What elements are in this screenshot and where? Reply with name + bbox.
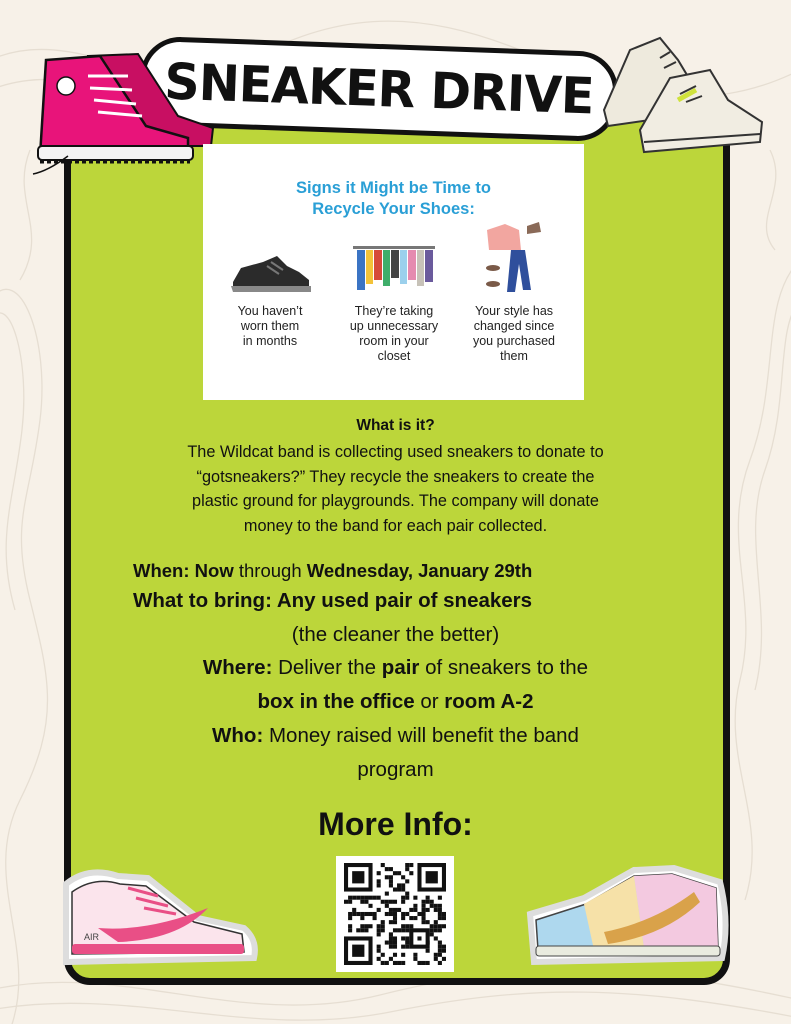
sign-item-taking-room — [335, 234, 453, 364]
pastel-dunk-sneaker-icon — [524, 862, 732, 970]
where-text-2: of sneakers to the — [419, 656, 589, 679]
more-info-heading: More Info: — [318, 806, 473, 842]
qr-code-icon — [344, 863, 446, 965]
who-label: Who: — [212, 724, 264, 747]
cleaner-note: (the cleaner the better) — [291, 623, 500, 646]
where-or: or — [414, 690, 445, 713]
what-to-bring-line: What to bring: Any used pair of sneakers — [133, 589, 533, 612]
sign-item-style-changed — [455, 234, 573, 364]
where-text-1: Deliver the — [272, 656, 382, 679]
when-line — [133, 560, 532, 582]
who-line — [0, 724, 791, 748]
sign-caption: You haven’t worn them in months — [237, 304, 303, 348]
page-title: SNEAKER DRIVE — [163, 52, 595, 126]
sign-caption: They’re taking up unnecessary room in your closet — [349, 304, 439, 363]
where-pair: pair — [381, 656, 420, 679]
recycle-signs-card — [203, 144, 584, 400]
where-line — [0, 656, 791, 680]
svg-text:AIR: AIR — [84, 932, 100, 942]
sign-caption: Your style has changed since you purchased them — [472, 304, 555, 363]
when-now: Now — [194, 560, 234, 581]
signs-title: Signs it Might be Time to Recycle Your Shoes: — [296, 179, 491, 218]
pink-high-top-sneaker-icon — [28, 46, 218, 176]
what-is-it-heading: What is it? — [356, 417, 435, 434]
sign-item-not-worn — [211, 234, 329, 349]
pink-air-sneaker-icon — [58, 862, 260, 972]
white-sneakers-icon — [600, 30, 766, 160]
where-room: room A-2 — [444, 690, 534, 713]
where-box: box in the office — [257, 690, 415, 713]
outfit-icon — [479, 220, 549, 296]
when-through: through — [233, 560, 307, 581]
sneaker-icon — [227, 252, 313, 296]
who-text: Money raised will benefit the band — [263, 724, 579, 747]
where-label: Where: — [202, 656, 273, 679]
qr-code[interactable] — [336, 856, 454, 972]
clothes-rack-icon — [351, 244, 437, 296]
who-line-2: program — [357, 758, 434, 781]
what-is-it-body: The Wildcat band is collecting used sneakers to donate to “gotsneakers?” They recycle the sneakers to create the plastic ground for playgrounds. The company will donate money to the band for each pair collected. — [187, 443, 604, 535]
when-label: When: — [133, 560, 190, 581]
when-date: Wednesday, January 29th — [306, 560, 533, 581]
where-location-line — [0, 690, 791, 714]
